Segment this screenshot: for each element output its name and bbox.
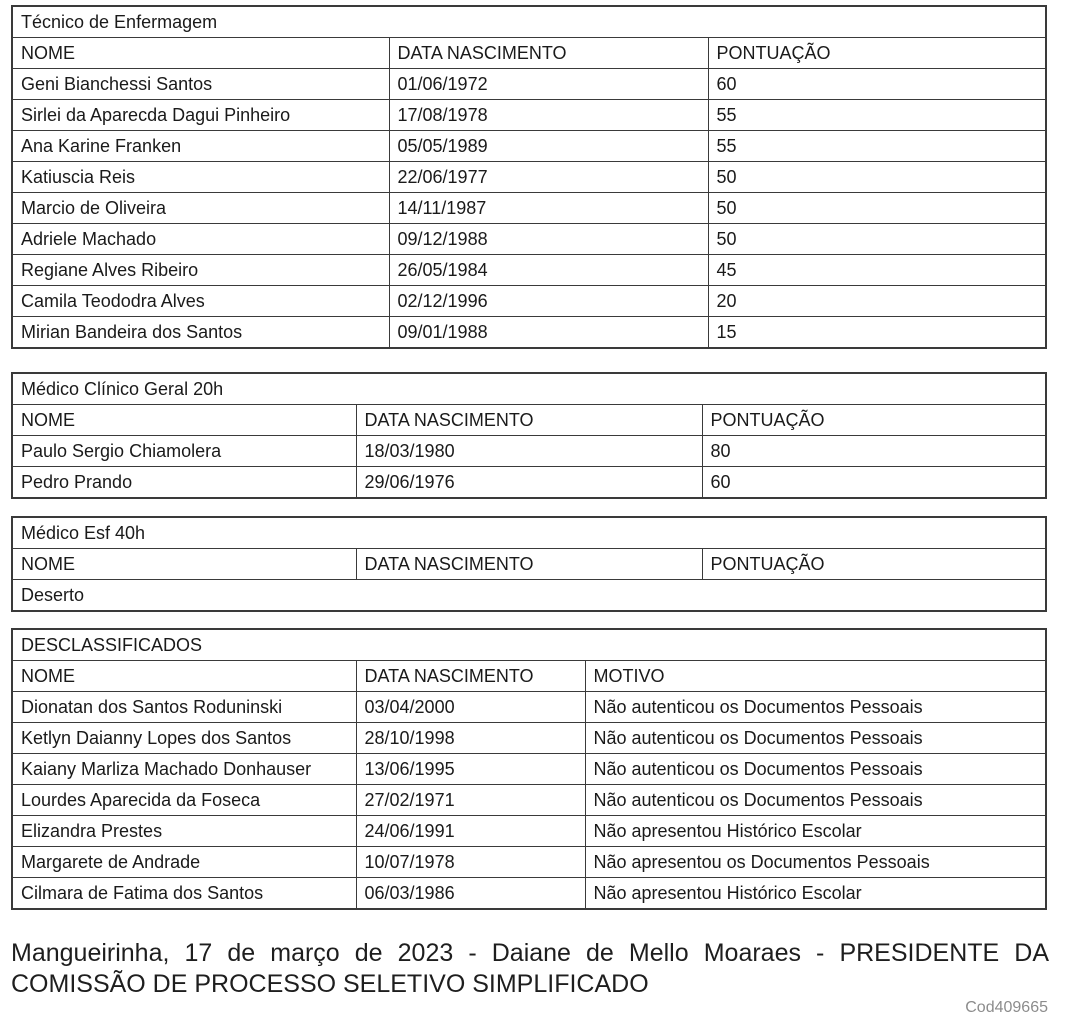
table-row <box>12 723 1046 754</box>
cell-nome: Dionatan dos Santos Roduninski <box>12 692 356 723</box>
column-header-data-nascimento: DATA NASCIMENTO <box>356 405 702 436</box>
cell-motivo: Não autenticou os Documentos Pessoais <box>585 785 1046 816</box>
cell-data-nascimento: 06/03/1986 <box>356 878 585 910</box>
cell-pontuacao: 50 <box>708 162 1046 193</box>
table-row <box>12 878 1046 910</box>
tecnico-enfermagem-table <box>11 5 1047 349</box>
cell-data-nascimento: 27/02/1971 <box>356 785 585 816</box>
cell-data-nascimento: 05/05/1989 <box>389 131 708 162</box>
table-row <box>12 255 1046 286</box>
table-row <box>12 785 1046 816</box>
cell-data-nascimento: 09/12/1988 <box>389 224 708 255</box>
cell-data-nascimento: 10/07/1978 <box>356 847 585 878</box>
section-title-row <box>12 6 1046 38</box>
cell-motivo: Não autenticou os Documentos Pessoais <box>585 754 1046 785</box>
table-row <box>12 692 1046 723</box>
section-title: Médico Clínico Geral 20h <box>12 373 1046 405</box>
desclassificados-table <box>11 628 1047 910</box>
cell-nome: Elizandra Prestes <box>12 816 356 847</box>
table-row <box>12 580 1046 612</box>
cell-pontuacao: 20 <box>708 286 1046 317</box>
cell-nome: Katiuscia Reis <box>12 162 389 193</box>
table-row <box>12 224 1046 255</box>
table-row <box>12 162 1046 193</box>
header-row <box>12 549 1046 580</box>
cell-pontuacao: 60 <box>702 467 1046 499</box>
cell-motivo: Não apresentou Histórico Escolar <box>585 816 1046 847</box>
cell-nome: Cilmara de Fatima dos Santos <box>12 878 356 910</box>
cell-nome: Margarete de Andrade <box>12 847 356 878</box>
medico-clinico-table <box>11 372 1047 499</box>
column-header-nome: NOME <box>12 549 356 580</box>
cell-data-nascimento: 02/12/1996 <box>389 286 708 317</box>
cell-motivo: Não autenticou os Documentos Pessoais <box>585 692 1046 723</box>
cell-pontuacao: 55 <box>708 100 1046 131</box>
empty-result-cell: Deserto <box>12 580 1046 612</box>
cell-nome: Kaiany Marliza Machado Donhauser <box>12 754 356 785</box>
column-header-data-nascimento: DATA NASCIMENTO <box>356 549 702 580</box>
section-title: Técnico de Enfermagem <box>12 6 1046 38</box>
column-header-nome: NOME <box>12 38 389 69</box>
cell-pontuacao: 50 <box>708 193 1046 224</box>
cell-nome: Marcio de Oliveira <box>12 193 389 224</box>
table-row <box>12 193 1046 224</box>
cell-motivo: Não apresentou Histórico Escolar <box>585 878 1046 910</box>
cell-nome: Regiane Alves Ribeiro <box>12 255 389 286</box>
column-header-data-nascimento: DATA NASCIMENTO <box>389 38 708 69</box>
cell-data-nascimento: 13/06/1995 <box>356 754 585 785</box>
cell-data-nascimento: 24/06/1991 <box>356 816 585 847</box>
table-row <box>12 467 1046 499</box>
header-row <box>12 405 1046 436</box>
medico-esf-table <box>11 516 1047 612</box>
cell-nome: Ana Karine Franken <box>12 131 389 162</box>
cell-motivo: Não autenticou os Documentos Pessoais <box>585 723 1046 754</box>
cell-data-nascimento: 09/01/1988 <box>389 317 708 349</box>
section-title-row <box>12 629 1046 661</box>
cell-data-nascimento: 29/06/1976 <box>356 467 702 499</box>
cell-nome: Mirian Bandeira dos Santos <box>12 317 389 349</box>
cell-data-nascimento: 17/08/1978 <box>389 100 708 131</box>
section-title-row <box>12 373 1046 405</box>
cell-nome: Camila Teododra Alves <box>12 286 389 317</box>
column-header-pontuacao: PONTUAÇÃO <box>702 405 1046 436</box>
cell-data-nascimento: 22/06/1977 <box>389 162 708 193</box>
document-code: Cod409665 <box>965 999 1048 1016</box>
cell-nome: Adriele Machado <box>12 224 389 255</box>
column-header-data-nascimento: DATA NASCIMENTO <box>356 661 585 692</box>
cell-data-nascimento: 18/03/1980 <box>356 436 702 467</box>
cell-data-nascimento: 14/11/1987 <box>389 193 708 224</box>
column-header-pontuacao: PONTUAÇÃO <box>708 38 1046 69</box>
cell-data-nascimento: 28/10/1998 <box>356 723 585 754</box>
cell-pontuacao: 45 <box>708 255 1046 286</box>
section-title: Médico Esf 40h <box>12 517 1046 549</box>
cell-nome: Pedro Prando <box>12 467 356 499</box>
cell-nome: Paulo Sergio Chiamolera <box>12 436 356 467</box>
cell-data-nascimento: 26/05/1984 <box>389 255 708 286</box>
cell-pontuacao: 80 <box>702 436 1046 467</box>
cell-nome: Ketlyn Daianny Lopes dos Santos <box>12 723 356 754</box>
table-row <box>12 286 1046 317</box>
column-header-motivo: MOTIVO <box>585 661 1046 692</box>
table-row <box>12 131 1046 162</box>
header-row <box>12 661 1046 692</box>
table-row <box>12 317 1046 349</box>
cell-data-nascimento: 01/06/1972 <box>389 69 708 100</box>
cell-data-nascimento: 03/04/2000 <box>356 692 585 723</box>
cell-pontuacao: 50 <box>708 224 1046 255</box>
cell-pontuacao: 60 <box>708 69 1046 100</box>
cell-nome: Lourdes Aparecida da Foseca <box>12 785 356 816</box>
section-title: DESCLASSIFICADOS <box>12 629 1046 661</box>
section-title-row <box>12 517 1046 549</box>
table-row <box>12 754 1046 785</box>
column-header-nome: NOME <box>12 661 356 692</box>
column-header-nome: NOME <box>12 405 356 436</box>
cell-nome: Geni Bianchessi Santos <box>12 69 389 100</box>
table-row <box>12 436 1046 467</box>
column-header-pontuacao: PONTUAÇÃO <box>702 549 1046 580</box>
cell-motivo: Não apresentou os Documentos Pessoais <box>585 847 1046 878</box>
signature-footer: Mangueirinha, 17 de março de 2023 - Daiane de Mello Moaraes - PRESIDENTE DA COMISSÃO DE PROCESSO SELETIVO SIMPLIFICADO <box>11 939 1049 998</box>
table-row <box>12 847 1046 878</box>
header-row <box>12 38 1046 69</box>
cell-nome: Sirlei da Aparecda Dagui Pinheiro <box>12 100 389 131</box>
cell-pontuacao: 15 <box>708 317 1046 349</box>
table-row <box>12 100 1046 131</box>
cell-pontuacao: 55 <box>708 131 1046 162</box>
table-row <box>12 816 1046 847</box>
table-row <box>12 69 1046 100</box>
